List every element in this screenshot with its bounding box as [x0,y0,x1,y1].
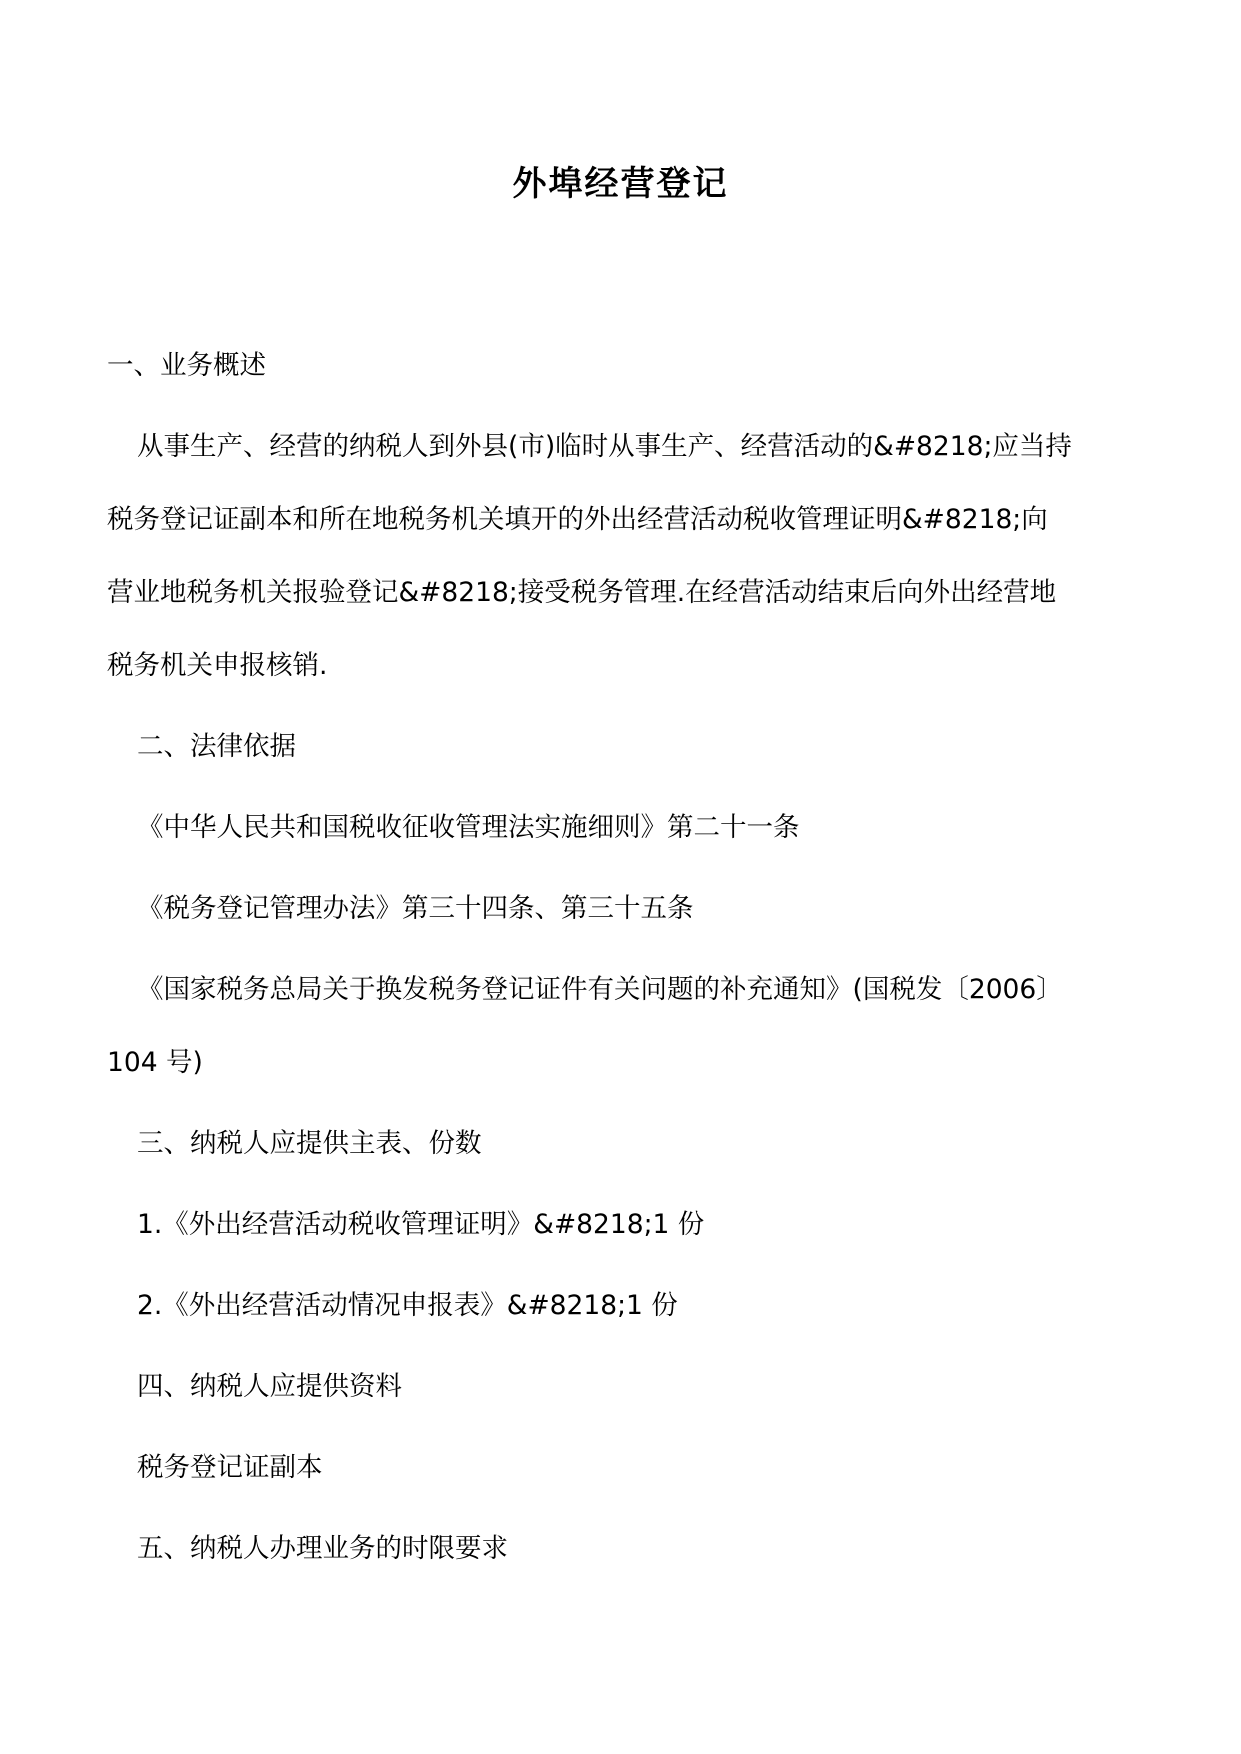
document-body [107,345,1147,1569]
section-4-heading: 四、纳税人应提供资料 [137,1371,402,1402]
paragraph-line: 《国家税务总局关于换发税务登记证件有关问题的补充通知》(国税发〔2006〕 [137,974,1063,1005]
paragraph-line: 104 号) [107,1047,203,1078]
legal-basis-item: 《税务登记管理办法》第三十四条、第三十五条 [137,893,694,924]
paragraph-line: 税务机关申报核销. [107,650,328,681]
section-3-heading: 三、纳税人应提供主表、份数 [137,1128,482,1159]
paragraph-line: 税务登记证副本和所在地税务机关填开的外出经营活动税收管理证明&#8218;向 [107,504,1048,535]
legal-basis-item: 《中华人民共和国税收征收管理法实施细则》第二十一条 [137,812,800,843]
material-list-item: 税务登记证副本 [137,1452,323,1483]
section-5-heading: 五、纳税人办理业务的时限要求 [137,1533,508,1564]
section-2-heading: 二、法律依据 [137,731,296,762]
paragraph-line: 营业地税务机关报验登记&#8218;接受税务管理.在经营活动结束后向外出经营地 [107,577,1057,608]
section-1-heading: 一、业务概述 [107,350,266,381]
section-1-paragraph [107,426,1147,686]
paragraph-line: 从事生产、经营的纳税人到外县(市)临时从事生产、经营活动的&#8218;应当持 [137,431,1072,462]
document-title: 外埠经营登记 [512,164,729,204]
legal-basis-item [107,969,1147,1083]
form-list-item: 1.《外出经营活动税收管理证明》&#8218;1 份 [137,1209,705,1240]
form-list-item: 2.《外出经营活动情况申报表》&#8218;1 份 [137,1290,678,1321]
